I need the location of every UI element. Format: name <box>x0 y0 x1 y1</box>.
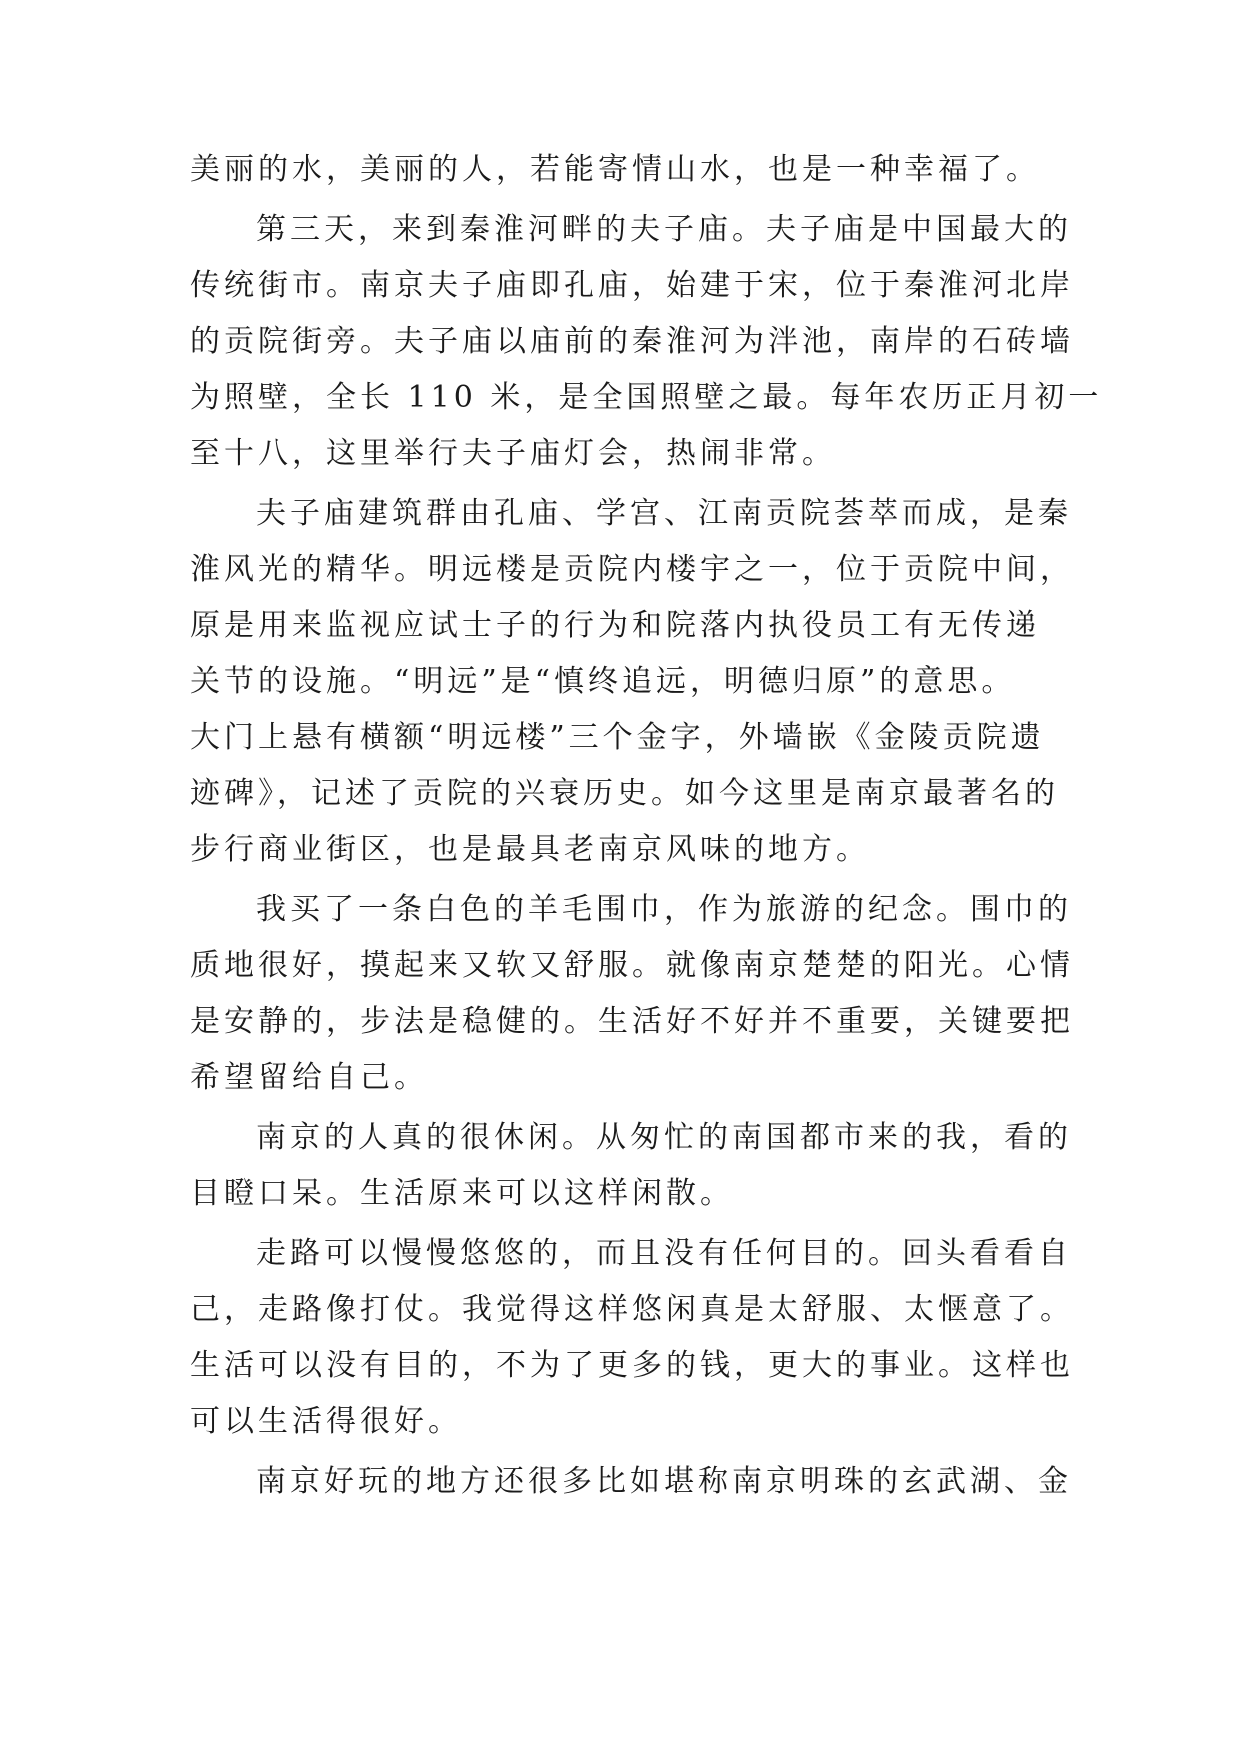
text-line: 为照壁，全长 110 米，是全国照壁之最。每年农历正月初一 <box>190 380 1103 415</box>
text-line: 生活可以没有目的，不为了更多的钱，更大的事业。这样也 <box>190 1348 1074 1383</box>
text-line: 美丽的水，美丽的人，若能寄情山水，也是一种幸福了。 <box>190 152 1040 187</box>
text-line: 关节的设施。“明远”是“慎终追远，明德归原”的意思。 <box>190 664 1016 699</box>
text-line: 南京好玩的地方还很多比如堪称南京明珠的玄武湖、金 <box>256 1464 1072 1499</box>
text-line: 希望留给自己。 <box>190 1060 428 1095</box>
text-line: 第三天，来到秦淮河畔的夫子庙。夫子庙是中国最大的 <box>256 212 1072 247</box>
text-line: 南京的人真的很休闲。从匆忙的南国都市来的我，看的 <box>256 1120 1072 1155</box>
text-line: 大门上悬有横额“明远楼”三个金字，外墙嵌《金陵贡院遗 <box>190 720 1045 755</box>
text-line: 己，走路像打仗。我觉得这样悠闲真是太舒服、太惬意了。 <box>190 1292 1074 1327</box>
text-line: 是安静的，步法是稳健的。生活好不好并不重要，关键要把 <box>190 1004 1074 1039</box>
text-line: 夫子庙建筑群由孔庙、学宫、江南贡院荟萃而成，是秦 <box>256 496 1072 531</box>
text-line: 我买了一条白色的羊毛围巾，作为旅游的纪念。围巾的 <box>256 892 1072 927</box>
text-line: 质地很好，摸起来又软又舒服。就像南京楚楚的阳光。心情 <box>190 948 1074 983</box>
text-line: 传统街市。南京夫子庙即孔庙，始建于宋，位于秦淮河北岸 <box>190 268 1074 303</box>
text-line: 目瞪口呆。生活原来可以这样闲散。 <box>190 1176 734 1211</box>
text-line: 走路可以慢慢悠悠的，而且没有任何目的。回头看看自 <box>256 1236 1072 1271</box>
text-line: 淮风光的精华。明远楼是贡院内楼宇之一，位于贡院中间， <box>190 552 1074 587</box>
text-line: 原是用来监视应试士子的行为和院落内执役员工有无传递 <box>190 608 1040 643</box>
text-line: 可以生活得很好。 <box>190 1404 462 1439</box>
text-line: 步行商业街区，也是最具老南京风味的地方。 <box>190 832 870 867</box>
text-line: 迹碑》，记述了贡院的兴衰历史。如今这里是南京最著名的 <box>190 776 1059 811</box>
text-line: 至十八，这里举行夫子庙灯会，热闹非常。 <box>190 436 836 471</box>
text-line: 的贡院街旁。夫子庙以庙前的秦淮河为泮池，南岸的石砖墙 <box>190 324 1074 359</box>
